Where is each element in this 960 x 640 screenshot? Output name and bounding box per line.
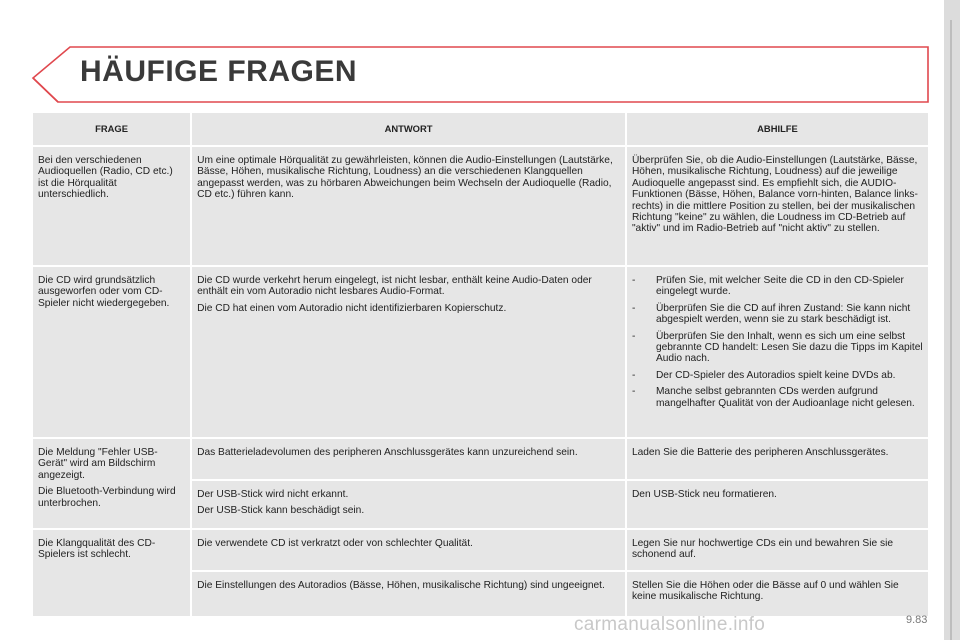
remedy-cell: Laden Sie die Batterie des peripheren Anschlussgerätes. [627,439,928,479]
list-item-text: Überprüfen Sie den Inhalt, wenn es sich um eine selbst gebrannte CD handelt: Lesen Sie dazu die Tipps im Kapitel Audio nach. [655,330,923,365]
table-row [33,267,928,437]
remedy-cell: Den USB-Stick neu formatieren. [627,481,928,528]
answer-cell: Die Einstellungen des Autoradios (Bässe, Höhen, musikalische Richtung) sind ungeeignet. [192,572,625,616]
list-dash: - [631,386,636,398]
list-item-text: Überprüfen Sie die CD auf ihren Zustand: Sie kann nicht abgespielt werden, wenn sie zu stark beschädigt ist. [655,302,911,326]
list-item [632,370,923,381]
table-row [33,439,928,479]
answer-text: Der USB-Stick kann beschädigt sein. [197,505,365,517]
remedy-cell: Stellen Sie die Höhen oder die Bässe auf 0 und wählen Sie keine musikalische Richtung. [627,572,928,616]
answer-text: Der USB-Stick wird nicht erkannt. [197,489,349,500]
answer-cell [192,481,625,528]
list-dash: - [631,302,636,314]
remedy-list [632,275,923,409]
table-header-row [33,113,928,145]
list-item-text: Manche selbst gebrannten CDs werden aufgrund mangelhafter Qualität von der Audioanlage nicht gelesen. [655,386,915,409]
remedy-cell: Überprüfen Sie, ob die Audio-Einstellungen (Lautstärke, Bässe, Höhen, musikalische Richtung, Loudness) auf die jeweilige Audioquelle angepasst sind. Es empfiehlt sich, die AUDIO-Funktionen (Bässe, Höhen, Balance vorn-hinten, Balance links-rechts) in die mittlere Position zu stellen, bei der musikalischen Richtung "keine" zu wählen, die Loudness im CD-Betrieb auf "aktiv" und im Radio-Betrieb auf "nicht aktiv" zu stellen. [627,147,928,265]
answer-text: Die CD wurde verkehrt herum eingelegt, ist nicht lesbar, enthält keine Audio-Daten oder enthält ein vom Autoradio nicht lesbares Audio-Format. [197,275,592,298]
watermark: carmanualsonline.info [574,614,766,635]
faq-table [31,111,930,618]
list-item [632,331,923,365]
list-item [632,303,923,326]
remedy-cell: Legen Sie nur hochwertige CDs ein und bewahren Sie sie schonend auf. [627,530,928,570]
question-cell: Bei den verschiedenen Audioquellen (Radio, CD etc.) ist die Hörqualität unterschiedlich. [33,147,190,265]
question-cell: Die CD wird grundsätzlich ausgeworfen oder vom CD-Spieler nicht wiedergegeben. [33,267,190,437]
page-title: HÄUFIGE FRAGEN [80,55,357,88]
list-item-text: Der CD-Spieler des Autoradios spielt keine DVDs ab. [655,369,896,381]
answer-text: Die CD hat einen vom Autoradio nicht identifizierbaren Kopierschutz. [197,302,507,314]
question-text: Die Meldung "Fehler USB-Gerät" wird am Bildschirm angezeigt. [38,447,158,481]
list-dash: - [631,369,636,381]
answer-cell: Die verwendete CD ist verkratzt oder von schlechter Qualität. [192,530,625,570]
header-question: FRAGE [33,113,190,145]
table-row [33,147,928,265]
answer-cell: Das Batterieladevolumen des peripheren Anschlussgerätes kann unzureichend sein. [192,439,625,479]
list-item [632,386,923,409]
list-item [632,275,923,298]
page-edge-line [950,20,952,640]
header-remedy: ABHILFE [627,113,928,145]
table-row [33,530,928,570]
header-answer: ANTWORT [192,113,625,145]
answer-cell [192,267,625,437]
question-cell [33,439,190,528]
page-edge-bar [944,0,960,640]
list-dash: - [631,275,636,286]
remedy-cell [627,267,928,437]
question-cell: Die Klangqualität des CD-Spielers ist schlecht. [33,530,190,616]
answer-cell: Um eine optimale Hörqualität zu gewährleisten, können die Audio-Einstellungen (Lautstärke, Bässe, Höhen, musikalische Richtung, Loudness) an die verschiedenen Klangquellen angepasst werden, was zu hörbaren Abweichungen beim Wechseln der Audioquelle (Radio, CD etc.) führen kann. [192,147,625,265]
question-text: Die Bluetooth-Verbindung wird unterbrochen. [38,486,176,509]
list-dash: - [631,330,636,342]
page-number: 9.83 [906,614,928,626]
list-item-text: Prüfen Sie, mit welcher Seite die CD in den CD-Spieler eingelegt wurde. [655,275,904,298]
